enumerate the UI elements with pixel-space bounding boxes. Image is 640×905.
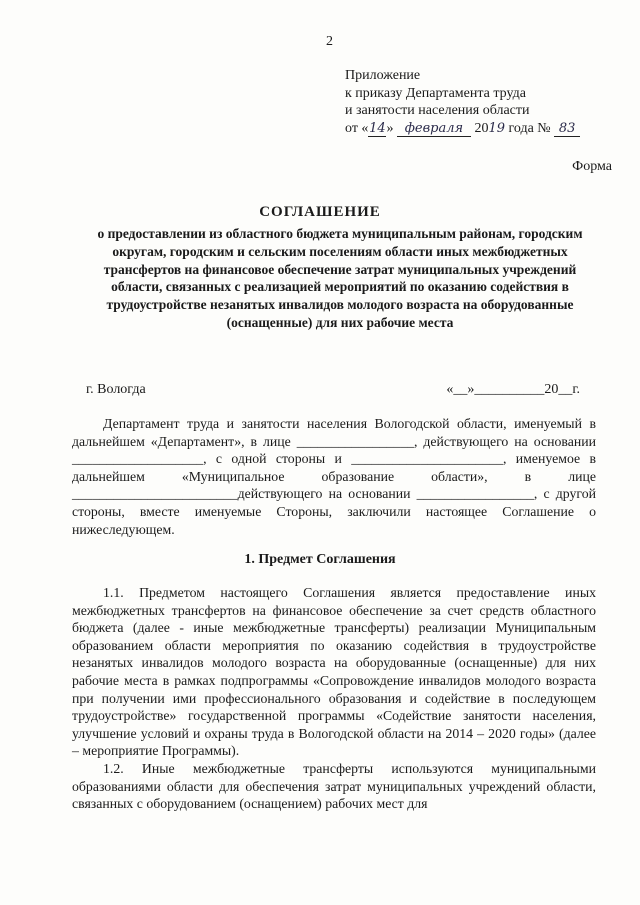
order-month-handwritten: февраля	[397, 122, 471, 137]
agreement-date-line: «__»__________20__г.	[446, 382, 580, 397]
order-day-handwritten: 14	[369, 120, 386, 136]
clause-1-2: 1.2. Иные межбюджетные трансферты используются муниципальными образованиями области для обеспечения затрат муниципальных учреждений области, связанных с оборудованием (оснащением) рабочих мест для	[72, 760, 596, 812]
parties-text: Департамент труда и занятости населения Вологодской области, именуемый в дальнейшем «Департамент», в лице _________________, действующего на основании ___________________, с одной стороны и ______________________, именуемое в дальнейшем «Муниципальное образование области», в лице ________________________действующего на основании _________________, с другой стороны, вместе именуемые Стороны, заключили настоящее Соглашение о нижеследующем.	[72, 416, 596, 537]
appendix-order-line	[345, 120, 580, 138]
section-1-heading: 1. Предмет Соглашения	[244, 552, 396, 567]
appendix-block	[345, 67, 580, 137]
page-number: 2	[326, 34, 333, 49]
order-number-handwritten: 83	[554, 122, 580, 137]
order-year-handwritten: 19	[488, 120, 505, 136]
section-1-clauses	[72, 584, 596, 813]
order-date-mid: »	[386, 120, 394, 136]
parties-paragraph	[72, 415, 596, 538]
order-year-prefix: 20	[474, 120, 489, 136]
order-year-word: года №	[508, 120, 551, 136]
document-title: СОГЛАШЕНИЕ	[259, 204, 381, 220]
document-subtitle: о предоставлении из областного бюджета муниципальным районам, городским округам, городским и сельским поселениям области иных межбюджетных трансфертов на финансовое обеспечение затрат муниципальных учреждений области, связанных с реализацией мероприятий по оказанию содействия в трудоустройстве незанятых инвалидов молодого возраста на оборудованные (оснащенные) для них рабочие места	[97, 226, 583, 330]
form-label: Форма	[572, 159, 612, 174]
order-date-prefix: от «	[345, 120, 369, 136]
appendix-line-3: и занятости населения области	[345, 103, 530, 118]
appendix-line-1: Приложение	[345, 68, 421, 83]
clause-1-1: 1.1. Предметом настоящего Соглашения является предоставление иных межбюджетных трансфертов на финансовое обеспечение за счет средств областного бюджета (далее - иные межбюджетные трансферты) реализации Муниципальным образованием области мероприятия по оказанию содействия в трудоустройстве незанятых инвалидов молодого возраста на оборудованные (оснащенные) для них рабочие места в рамках подпрограммы «Сопровождение инвалидов молодого возраста при получении ими профессионального образования и содействие в последующем трудоустройстве» государственной программы «Содействие занятости населения, улучшение условий и охраны труда в Вологодской области на 2014 – 2020 годы» (далее – мероприятие Программы).	[72, 585, 596, 759]
appendix-line-2: к приказу Департамента труда	[345, 85, 526, 101]
place-of-signing: г. Вологда	[86, 382, 146, 397]
